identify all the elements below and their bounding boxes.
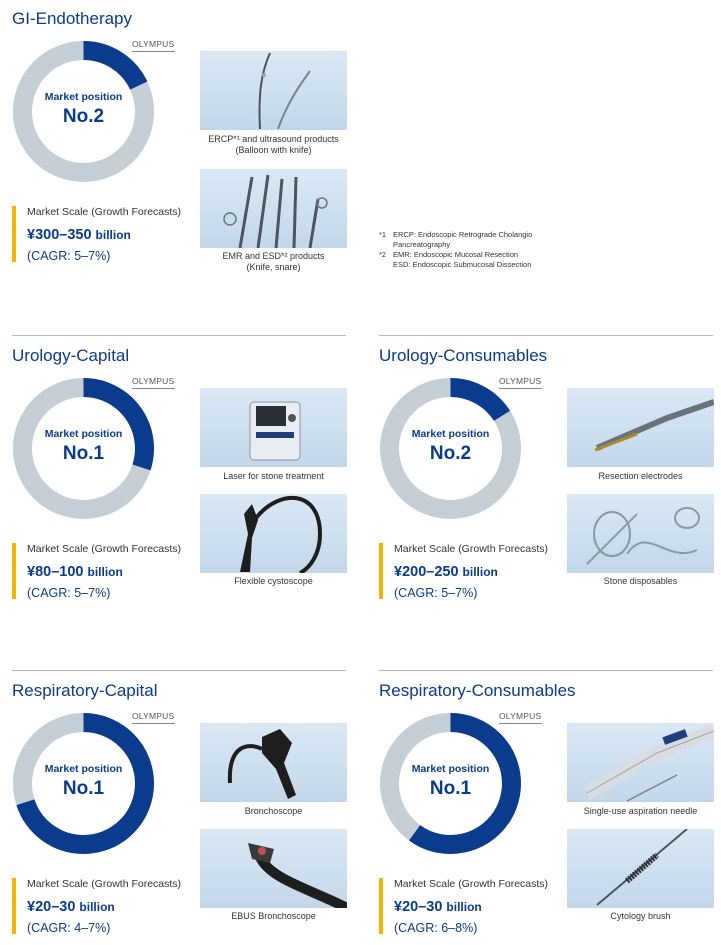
market-scale-label: Market Scale (Growth Forecasts) — [27, 543, 182, 555]
market-rank: No.2 — [429, 443, 472, 464]
market-position-label: Market position — [44, 763, 123, 775]
footnote: *1 ERCP: Endoscopic Retrograde Cholangio Pancreatography — [379, 230, 533, 249]
market-rank: No.1 — [429, 778, 472, 799]
olympus-leader-line — [499, 723, 542, 724]
stone-disposables-image — [567, 494, 714, 573]
market-position-label: Market position — [44, 91, 123, 103]
market-rank: No.2 — [62, 106, 105, 127]
resection-electrode-image — [567, 388, 714, 467]
market-scale-value: ¥80–100 billion — [27, 564, 123, 580]
accent-bar — [379, 543, 383, 599]
bronchoscope-image — [200, 723, 347, 802]
olympus-label: OLYMPUS — [132, 376, 175, 386]
cagr-value: (CAGR: 6–8%) — [394, 921, 478, 935]
cagr-value: (CAGR: 4–7%) — [27, 921, 111, 935]
market-scale-value: ¥20–30 billion — [27, 899, 115, 915]
olympus-leader-line — [132, 51, 175, 52]
section-title: GI-Endotherapy — [12, 9, 133, 28]
cytology-brush-image — [567, 829, 714, 908]
section-urology-capital — [12, 346, 362, 646]
ebus-bronchoscope-image — [200, 829, 347, 908]
market-scale-value: ¥20–30 billion — [394, 899, 482, 915]
section-divider — [12, 335, 346, 336]
product-caption: Laser for stone treatment — [223, 471, 324, 481]
section-gi-endotherapy — [12, 9, 362, 309]
footnote: *2 EMR: Endoscopic Mucosal Resection ESD: Endoscopic Submucosal Dissection — [379, 250, 532, 269]
olympus-leader-line — [499, 388, 542, 389]
market-position-label: Market position — [411, 763, 490, 775]
accent-bar — [12, 543, 16, 599]
cagr-value: (CAGR: 5–7%) — [394, 586, 478, 600]
market-scale-label: Market Scale (Growth Forecasts) — [27, 878, 182, 890]
market-share-donut — [379, 712, 522, 855]
product-caption: Resection electrodes — [598, 471, 683, 481]
market-scale-value: ¥300–350 billion — [27, 227, 131, 243]
cagr-value: (CAGR: 5–7%) — [27, 249, 111, 263]
product-caption: ERCP*¹ and ultrasound products (Balloon with knife) — [208, 134, 339, 155]
section-urology-consumables — [379, 346, 721, 646]
market-rank: No.1 — [62, 443, 105, 464]
market-position-label: Market position — [411, 428, 490, 440]
cystoscope-image — [200, 494, 347, 573]
product-caption: EBUS Bronchoscope — [231, 911, 316, 921]
section-divider — [379, 670, 713, 671]
accent-bar — [379, 878, 383, 934]
section-title: Respiratory-Capital — [12, 681, 158, 700]
accent-bar — [12, 878, 16, 934]
product-caption: Bronchoscope — [244, 806, 303, 816]
olympus-leader-line — [132, 388, 175, 389]
market-share-donut — [379, 377, 522, 520]
market-share-donut — [12, 712, 155, 855]
section-respiratory-capital — [12, 681, 362, 945]
knife-snare-image — [200, 169, 347, 248]
section-title: Respiratory-Consumables — [379, 681, 576, 700]
aspiration-needle-image — [567, 723, 714, 802]
market-scale-label: Market Scale (Growth Forecasts) — [394, 878, 549, 890]
accent-bar — [12, 206, 16, 262]
product-caption: EMR and ESD*² products (Knife, snare) — [222, 251, 325, 272]
balloon-knife-image — [200, 51, 347, 130]
section-divider — [12, 670, 346, 671]
section-respiratory-consumables — [379, 681, 721, 945]
market-share-donut — [12, 377, 155, 520]
product-caption: Single-use aspiration needle — [583, 806, 698, 816]
market-scale-label: Market Scale (Growth Forecasts) — [394, 543, 549, 555]
market-scale-label: Market Scale (Growth Forecasts) — [27, 206, 182, 218]
footnotes — [379, 230, 709, 270]
section-title: Urology-Consumables — [379, 346, 548, 365]
olympus-label: OLYMPUS — [132, 39, 175, 49]
product-caption: Cytology brush — [610, 911, 671, 921]
olympus-label: OLYMPUS — [499, 376, 542, 386]
market-position-label: Market position — [44, 428, 123, 440]
olympus-label: OLYMPUS — [132, 711, 175, 721]
olympus-label: OLYMPUS — [499, 711, 542, 721]
product-caption: Flexible cystoscope — [234, 576, 313, 586]
market-share-donut — [12, 40, 155, 183]
section-divider — [379, 335, 713, 336]
olympus-leader-line — [132, 723, 175, 724]
cagr-value: (CAGR: 5–7%) — [27, 586, 111, 600]
market-scale-value: ¥200–250 billion — [394, 564, 498, 580]
product-caption: Stone disposables — [603, 576, 678, 586]
laser-unit-image — [200, 388, 347, 467]
market-rank: No.1 — [62, 778, 105, 799]
section-title: Urology-Capital — [12, 346, 130, 365]
